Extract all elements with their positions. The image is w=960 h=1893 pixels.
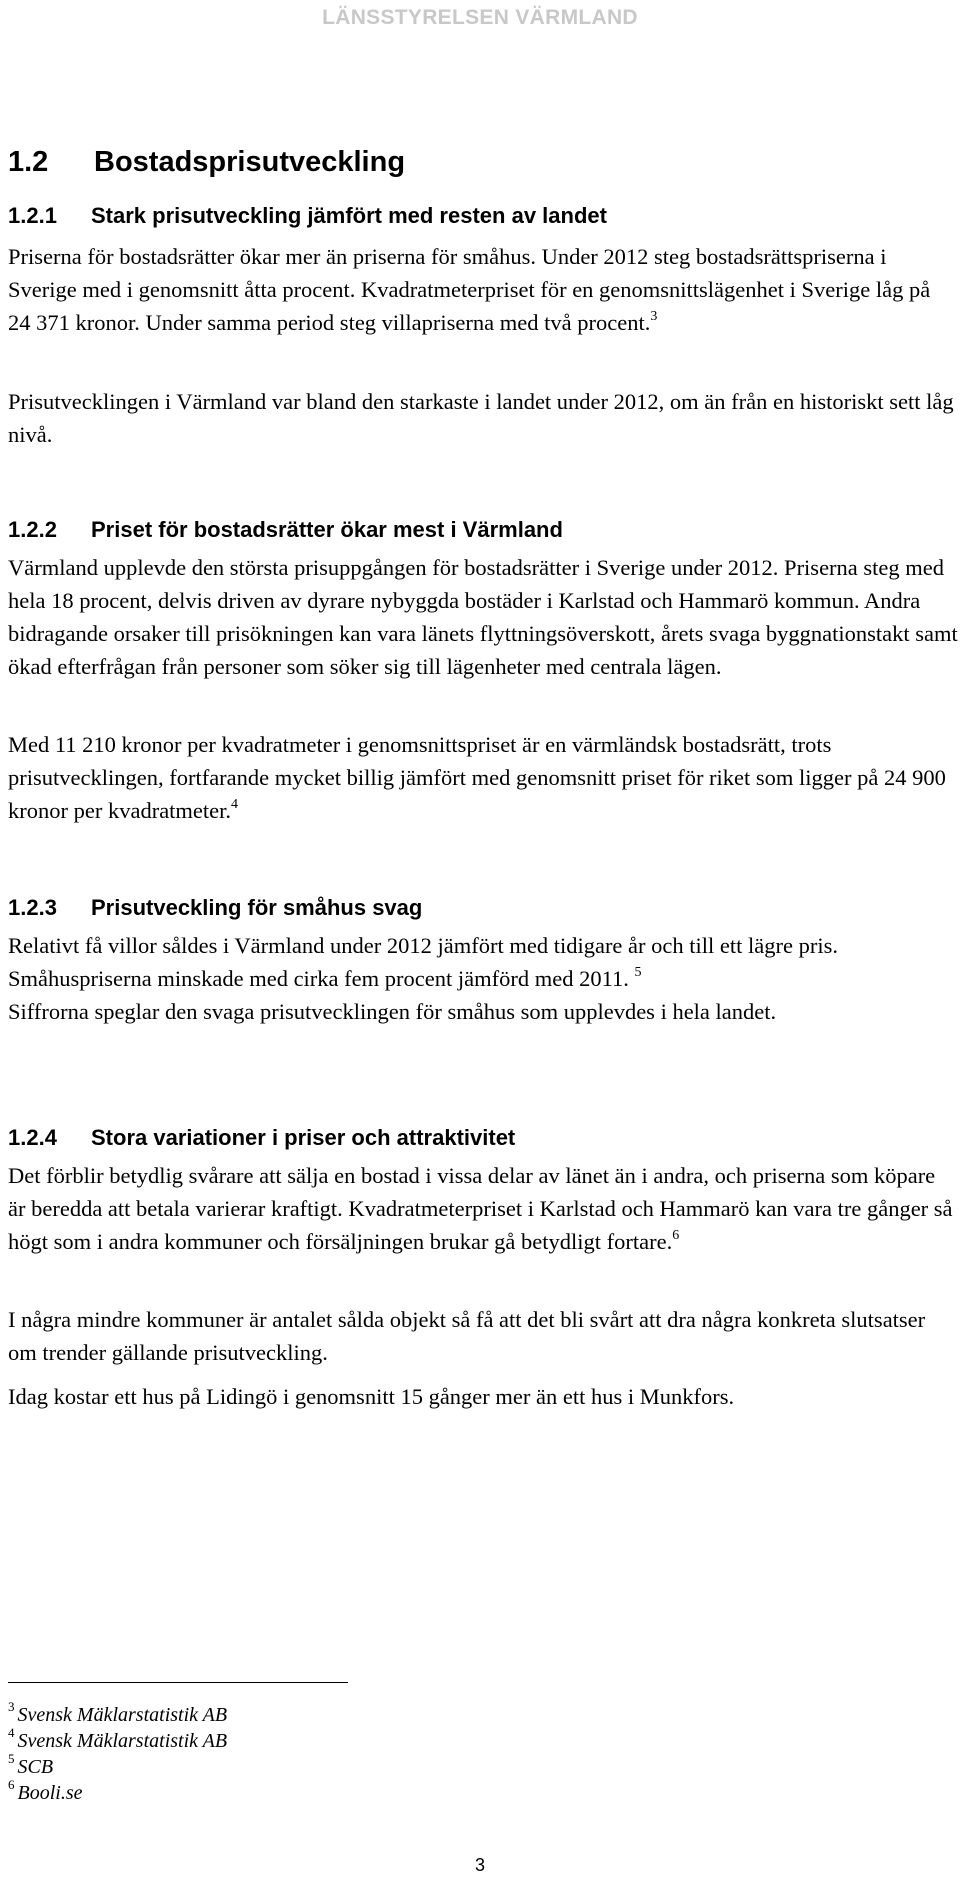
footnote-separator	[8, 1682, 348, 1683]
footnote-ref: 3	[650, 308, 658, 324]
subsection-number: 1.2.1	[8, 203, 57, 228]
footnote: $^4$ Svensk Mäklarstatistik AB	[8, 1725, 228, 1752]
paragraph: Prisutvecklingen i Värmland var bland den starkaste i landet under 2012, om än från en historiskt sett låg nivå.	[8, 389, 954, 447]
subsection-heading-2	[8, 517, 563, 543]
subsection-number: 1.2.4	[8, 1125, 57, 1150]
paragraph: I några mindre kommuner är antalet sålda objekt så få att det bli svårt att dra några konkreta slutsatser om trender gällande prisutveckling.	[8, 1307, 926, 1365]
paragraph: Med 11 210 kronor per kvadratmeter i genomsnittspriset är en värmländsk bostadsrätt, trots prisutvecklingen, fortfarande mycket billig jämfört med genomsnitt priset för riket som ligger på 24 900 kronor per kvadratmeter.$^4$	[8, 732, 946, 823]
footnotes	[8, 1699, 228, 1806]
footnote: $^3$ Svensk Mäklarstatistik AB	[8, 1699, 228, 1726]
subsection-title: Stora variationer i priser och attraktivitet	[91, 1125, 516, 1150]
paragraph: Idag kostar ett hus på Lidingö i genomsnitt 15 gånger mer än ett hus i Munkfors.	[8, 1384, 735, 1409]
section-title: Bostadsprisutveckling	[94, 146, 406, 178]
subsection-heading-1	[8, 203, 607, 229]
running-header: LÄNSSTYRELSEN VÄRMLAND	[322, 6, 638, 29]
paragraph: Priserna för bostadsrätter ökar mer än priserna för småhus. Under 2012 steg bostadsrättspriserna i Sverige med i genomsnitt åtta procent. Kvadratmeterpriset för en genomsnittslägenhet i Sverige låg på 24 371 kronor. Under samma period steg villapriserna med två procent.$^3$	[8, 244, 931, 335]
subsection-title: Stark prisutveckling jämfört med resten av landet	[91, 203, 607, 228]
section-heading	[8, 146, 405, 179]
subsection-number: 1.2.2	[8, 517, 57, 542]
footnote-ref: 6	[672, 1227, 680, 1243]
footnote: $^5$ SCB	[8, 1751, 54, 1778]
paragraph: Relativt få villor såldes i Värmland under 2012 jämfört med tidigare år och till ett lägre pris. Småhuspriserna minskade med cirka fem procent jämförd med 2011. $^5$ Siffrorna speglar den svaga prisutvecklingen för småhus som upplevdes i hela landet.	[8, 933, 838, 1024]
paragraph: Det förblir betydlig svårare att sälja en bostad i vissa delar av länet än i andra, och priserna som köpare är beredda att betala varierar kraftigt. Kvadratmeterpriset i Karlstad och Hammarö kan vara tre gånger så högt som i andra kommuner och försäljningen brukar gå betydligt fortare.$^6$	[8, 1163, 953, 1254]
subsection-heading-4	[8, 1125, 515, 1151]
page-number: 3	[474, 1855, 485, 1875]
subsection-heading-3	[8, 895, 422, 921]
footnote-ref: 5	[634, 964, 642, 980]
paragraph: Värmland upplevde den största prisuppgången för bostadsrätter i Sverige under 2012. Priserna steg med hela 18 procent, delvis driven av dyrare nybyggda bostäder i Karlstad och Hammarö kommun. Andra bidragande orsaker till prisökningen kan vara länets flyttningsöverskott, årets svaga byggnationstakt samt ökad efterfrågan från personer som söker sig till lägenheter med centrala lägen.	[8, 555, 958, 679]
footnote: $^6$ Booli.se	[8, 1777, 83, 1804]
subsection-title: Priset för bostadsrätter ökar mest i Värmland	[91, 517, 563, 542]
footnote-ref: 4	[231, 796, 239, 812]
section-number: 1.2	[8, 146, 49, 178]
subsection-title: Prisutveckling för småhus svag	[91, 895, 423, 920]
subsection-number: 1.2.3	[8, 895, 57, 920]
